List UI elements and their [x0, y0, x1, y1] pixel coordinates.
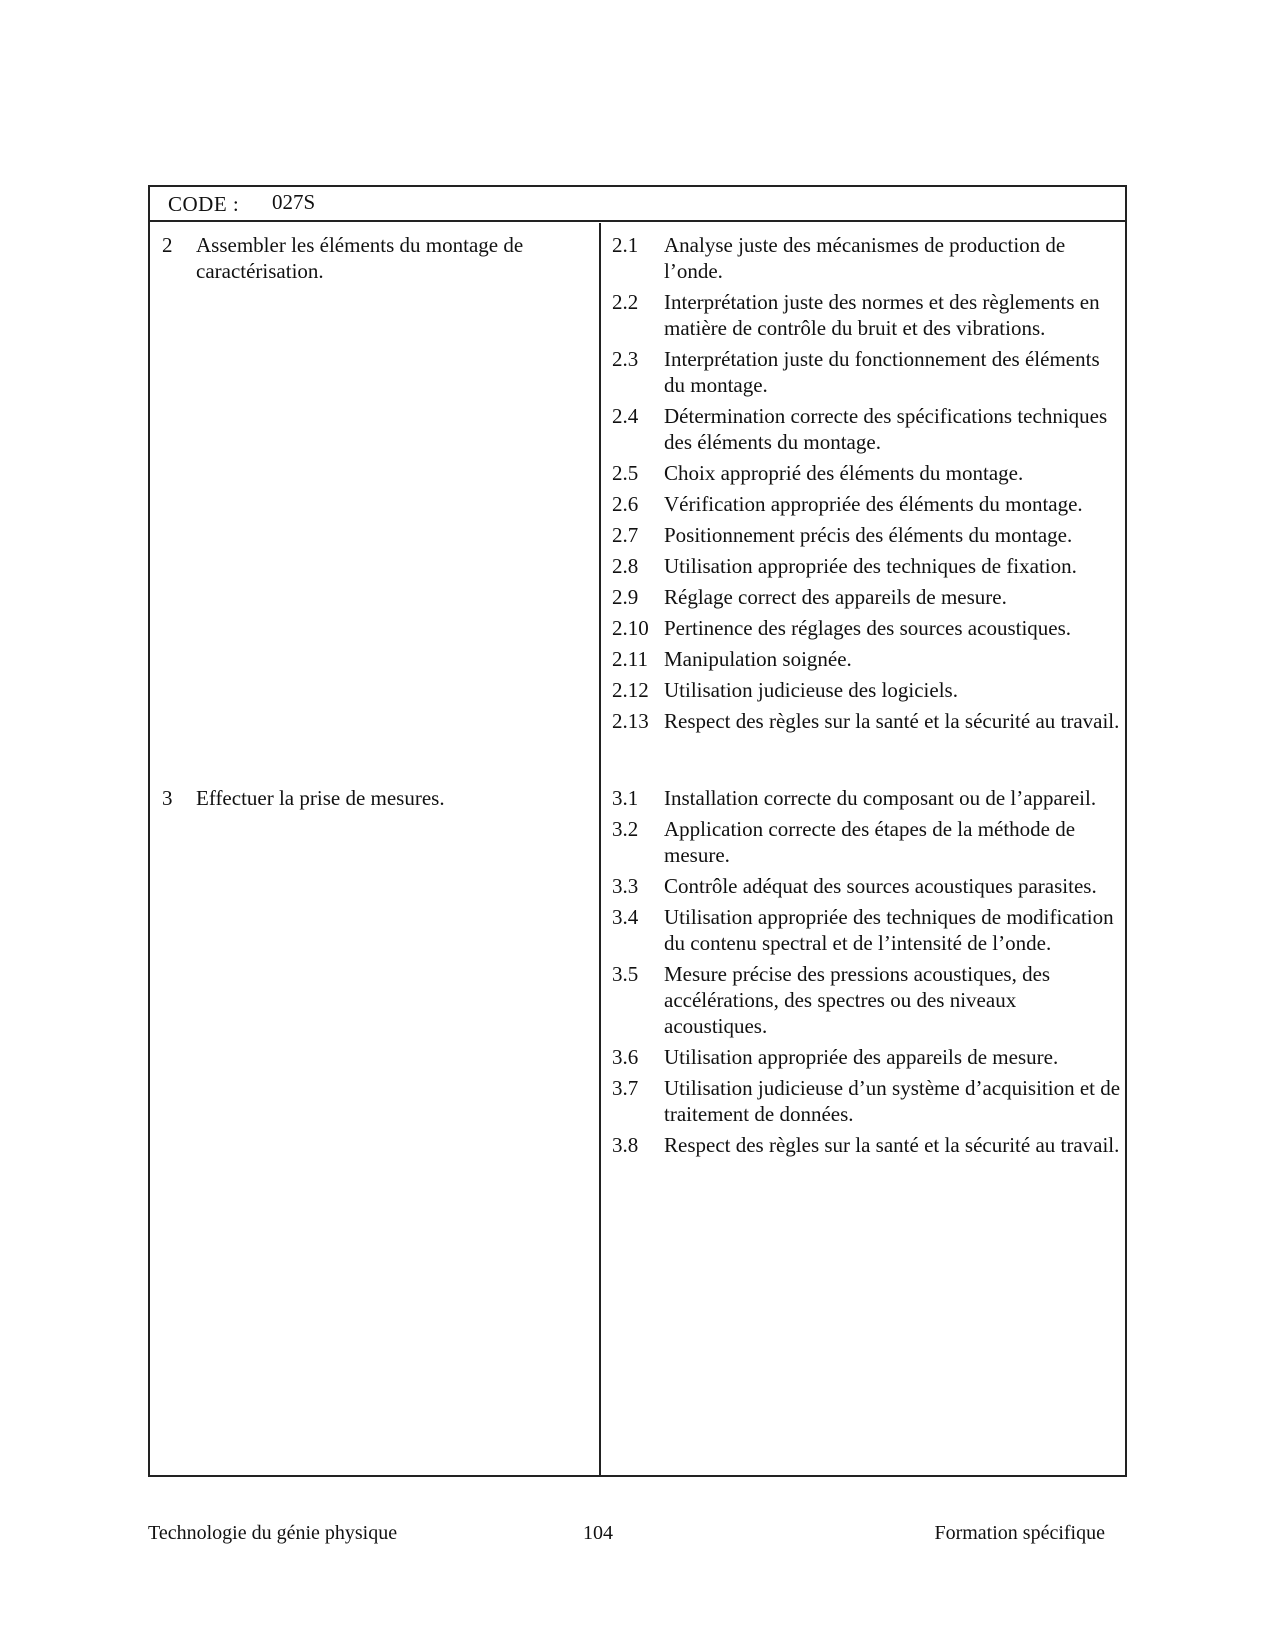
criterion-number: 2.4: [612, 404, 639, 428]
criterion-number: 3.4: [612, 905, 639, 929]
criteria-list-2: [612, 232, 1122, 739]
competency-3: [162, 785, 582, 811]
criterion-text: Application correcte des étapes de la méthode de mesure.: [664, 817, 1076, 867]
criterion-3-3: [612, 873, 1122, 899]
criterion-number: 2.9: [612, 585, 639, 609]
criterion-2-3: [612, 346, 1122, 398]
criterion-number: 2.3: [612, 347, 639, 371]
criterion-text: Manipulation soignée.: [664, 647, 852, 671]
criterion-number: 2.1: [612, 233, 639, 257]
criterion-2-13: [612, 708, 1122, 734]
column-divider: [599, 223, 601, 1475]
criterion-number: 2.5: [612, 461, 639, 485]
criterion-text: Pertinence des réglages des sources acoustiques.: [664, 616, 1072, 640]
criterion-2-1: [612, 232, 1122, 284]
criterion-2-9: [612, 584, 1122, 610]
criterion-number: 2.6: [612, 492, 639, 516]
criterion-text: Choix approprié des éléments du montage.: [664, 461, 1024, 485]
criterion-2-12: [612, 677, 1122, 703]
criterion-number: 2.12: [612, 678, 649, 702]
criterion-number: 3.2: [612, 817, 639, 841]
competency-text: Assembler les éléments du montage de caractérisation.: [196, 233, 524, 283]
criterion-number: 3.3: [612, 874, 639, 898]
criterion-text: Respect des règles sur la santé et la sécurité au travail.: [664, 1133, 1120, 1157]
criterion-3-6: [612, 1044, 1122, 1070]
criterion-text: Respect des règles sur la santé et la sécurité au travail.: [664, 709, 1120, 733]
criterion-text: Positionnement précis des éléments du montage.: [664, 523, 1073, 547]
criterion-number: 3.8: [612, 1133, 639, 1157]
criterion-text: Utilisation appropriée des appareils de mesure.: [664, 1045, 1059, 1069]
criterion-2-8: [612, 553, 1122, 579]
criterion-text: Mesure précise des pressions acoustiques, des accélérations, des spectres ou des niveaux acoustiques.: [664, 962, 1051, 1038]
footer-page-number: 104: [583, 1522, 613, 1544]
criterion-3-8: [612, 1132, 1122, 1158]
criterion-text: Interprétation juste des normes et des règlements en matière de contrôle du bruit et des vibrations.: [664, 290, 1100, 340]
criterion-2-6: [612, 491, 1122, 517]
criterion-3-7: [612, 1075, 1122, 1127]
footer-section-title: Formation spécifique: [934, 1522, 1105, 1544]
criterion-text: Détermination correcte des spécifications techniques des éléments du montage.: [664, 404, 1108, 454]
criterion-number: 3.6: [612, 1045, 639, 1069]
criterion-3-2: [612, 816, 1122, 868]
competency-number: 2: [162, 233, 173, 257]
criterion-3-1: [612, 785, 1122, 811]
criterion-2-5: [612, 460, 1122, 486]
criterion-number: 2.7: [612, 523, 639, 547]
footer-program-title: Technologie du génie physique: [148, 1522, 398, 1544]
criterion-text: Installation correcte du composant ou de l’appareil.: [664, 786, 1097, 810]
criterion-text: Utilisation appropriée des techniques de fixation.: [664, 554, 1077, 578]
criterion-number: 3.7: [612, 1076, 639, 1100]
code-header-row: [150, 187, 1125, 222]
criterion-number: 2.8: [612, 554, 639, 578]
criterion-text: Utilisation appropriée des techniques de modification du contenu spectral et de l’intensité de l’onde.: [664, 905, 1114, 955]
criterion-2-10: [612, 615, 1122, 641]
code-value: 027S: [272, 190, 316, 214]
criterion-text: Utilisation judicieuse d’un système d’acquisition et de traitement de données.: [664, 1076, 1121, 1126]
competency-2: [162, 232, 582, 284]
criterion-2-11: [612, 646, 1122, 672]
criterion-text: Contrôle adéquat des sources acoustiques parasites.: [664, 874, 1097, 898]
criterion-3-4: [612, 904, 1122, 956]
competency-number: 3: [162, 786, 173, 810]
criterion-2-7: [612, 522, 1122, 548]
criterion-number: 3.5: [612, 962, 639, 986]
code-label: CODE :: [168, 192, 240, 216]
competency-table: [148, 185, 1127, 1477]
criterion-3-5: [612, 961, 1122, 1039]
criterion-number: 3.1: [612, 786, 639, 810]
criterion-text: Vérification appropriée des éléments du montage.: [664, 492, 1083, 516]
competency-text: Effectuer la prise de mesures.: [196, 786, 445, 810]
criterion-number: 2.10: [612, 616, 649, 640]
criterion-text: Utilisation judicieuse des logiciels.: [664, 678, 958, 702]
criterion-number: 2.11: [612, 647, 648, 671]
criterion-text: Réglage correct des appareils de mesure.: [664, 585, 1007, 609]
criterion-text: Analyse juste des mécanismes de production de l’onde.: [664, 233, 1066, 283]
criterion-2-4: [612, 403, 1122, 455]
criterion-text: Interprétation juste du fonctionnement des éléments du montage.: [664, 347, 1100, 397]
criterion-number: 2.13: [612, 709, 649, 733]
criteria-list-3: [612, 785, 1122, 1163]
criterion-2-2: [612, 289, 1122, 341]
criterion-number: 2.2: [612, 290, 639, 314]
